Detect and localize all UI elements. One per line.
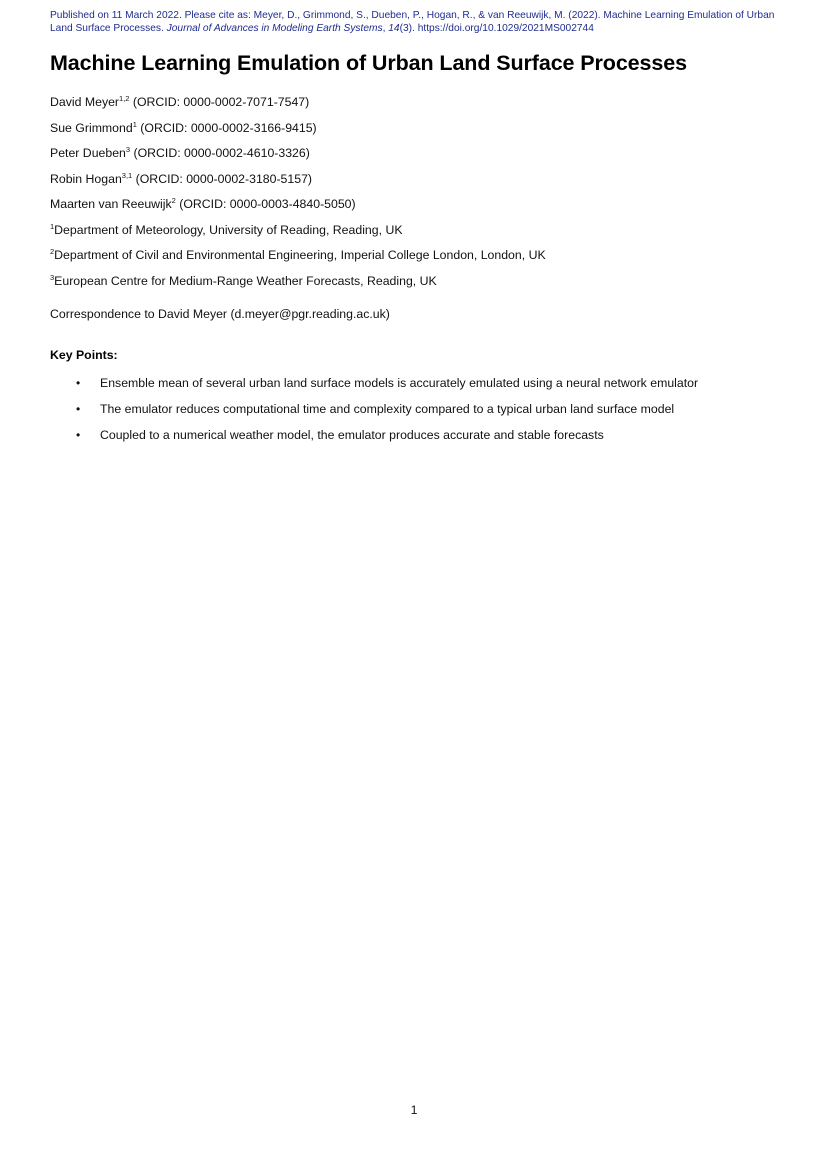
key-points-heading: Key Points: (50, 348, 118, 362)
affiliation-line (50, 248, 546, 262)
author-line (50, 146, 310, 160)
affiliation-line (50, 223, 403, 237)
author-orcid: (ORCID: 0000-0002-3166-9415) (136, 121, 317, 135)
author-line (50, 172, 312, 186)
citation-sep: , (382, 23, 389, 34)
author-name: Maarten van Reeuwijk (50, 197, 172, 211)
author-affiliation-mark: 3 (125, 145, 131, 154)
author-line (50, 197, 356, 211)
affiliation-text: European Centre for Medium-Range Weather Forecasts, Reading, UK (54, 274, 437, 288)
author-orcid: (ORCID: 0000-0002-4610-3326) (130, 146, 310, 160)
paper-title: Machine Learning Emulation of Urban Land Surface Processes (50, 51, 687, 75)
affiliation-number: 3 (50, 273, 55, 282)
key-point-text: The emulator reduces computational time and complexity compared to a typical urban land surface model (100, 402, 675, 416)
citation-text: Published on 11 March 2022. Please cite as: Meyer, D., Grimmond, S., Dueben, P., Hogan, R., & van Reeuwijk, M. (2022). Machine Learning Emulation of Urban Land Surface Processes. (50, 10, 775, 34)
author-name: Sue Grimmond (50, 121, 133, 135)
author-affiliation-mark: 1,2 (119, 94, 130, 103)
author-affiliation-mark: 1 (132, 120, 137, 129)
bullet-icon: • (76, 376, 81, 390)
affiliation-text: Department of Civil and Environmental Engineering, Imperial College London, London, UK (54, 248, 546, 262)
citation-doi[interactable]: (3). https://doi.org/10.1029/2021MS002744 (399, 23, 594, 34)
author-orcid: (ORCID: 0000-0003-4840-5050) (175, 197, 356, 211)
affiliation-text: Department of Meteorology, University of Reading, Reading, UK (54, 223, 403, 237)
correspondence: Correspondence to David Meyer (d.meyer@pgr.reading.ac.uk) (50, 307, 390, 321)
author-affiliation-mark: 2 (171, 196, 176, 205)
journal-name: Journal of Advances in Modeling Earth Systems (166, 23, 383, 34)
journal-volume: 14 (388, 23, 400, 34)
author-affiliation-mark: 3,1 (121, 171, 133, 180)
page-number: 1 (410, 1103, 418, 1117)
author-name: David Meyer (50, 95, 120, 109)
citation-notice (50, 9, 790, 35)
bullet-icon: • (76, 402, 81, 416)
affiliation-number: 1 (50, 222, 55, 231)
author-name: Robin Hogan (50, 172, 122, 186)
author-orcid: (ORCID: 0000-0002-3180-5157) (132, 172, 313, 186)
affiliation-number: 2 (50, 247, 55, 256)
bullet-icon: • (76, 428, 81, 442)
key-point-text: Coupled to a numerical weather model, the emulator produces accurate and stable forecasts (100, 428, 604, 442)
author-orcid: (ORCID: 0000-0002-7071-7547) (129, 95, 310, 109)
key-point-text: Ensemble mean of several urban land surface models is accurately emulated using a neural network emulator (100, 376, 699, 390)
author-line (50, 95, 309, 109)
affiliation-line (50, 274, 437, 288)
author-name: Peter Dueben (50, 146, 126, 160)
author-line (50, 121, 317, 135)
